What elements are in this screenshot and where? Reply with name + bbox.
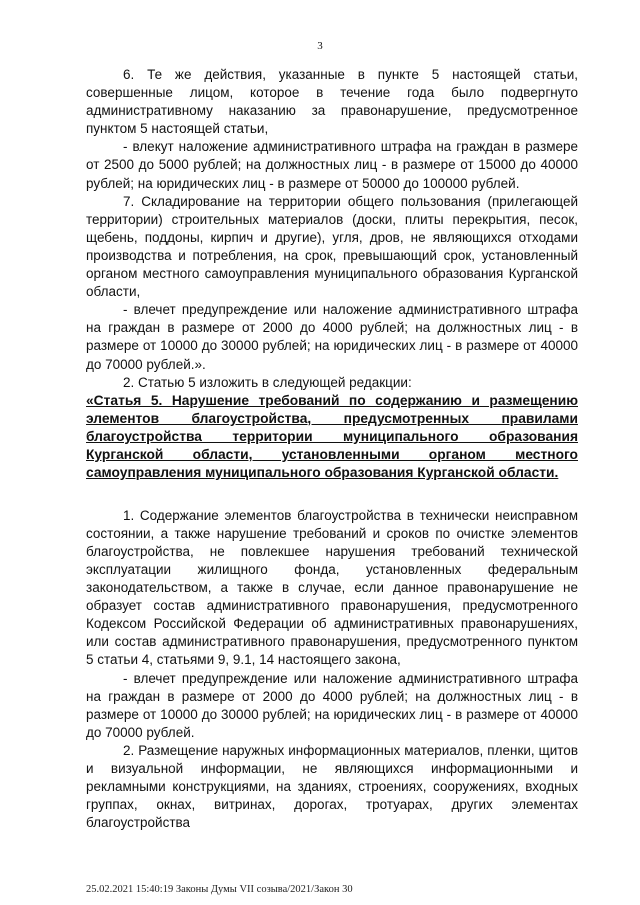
document-body bbox=[86, 66, 578, 832]
article-heading: «Статья 5. Нарушение требований по содержанию и размещению элементов благоустройства, предусмотренных правилами благоустройства территории муниципального образования Курганской области, установленными органом местного самоуправления муниципального образования Курганской области. bbox=[86, 392, 578, 480]
paragraph-item-6: 6. Те же действия, указанные в пункте 5 настоящей статьи, совершенные лицом, которое в течение года было подвергнуто административному наказанию за правонарушение, предусмотренное пунктом 5 настоящей статьи, bbox=[86, 67, 578, 137]
page-number: 3 bbox=[317, 40, 323, 52]
spacer bbox=[86, 482, 578, 507]
paragraph-penalty-clause-1: - влечет предупреждение или наложение административного штрафа на граждан в размере от 2000 до 4000 рублей; на должностных лиц - в размере от 10000 до 30000 рублей; на юридических лиц - в размере от 40000 до 70000 рублей. bbox=[86, 670, 578, 740]
paragraph-clause-2: 2. Размещение наружных информационных материалов, пленки, щитов и визуальной информации, не являющихся информационными и рекламными конструкциями, на зданиях, строениях, сооружениях, входных группах, окнах, витринах, дорогах, тротуарах, других элементах благоустройства bbox=[86, 742, 578, 831]
footer-stamp: 25.02.2021 15:40:19 Законы Думы VII созыва/2021/Закон 30 bbox=[86, 884, 353, 895]
paragraph-item-7: 7. Складирование на территории общего пользования (прилегающей территории) строительных материалов (доски, плиты перекрытия, песок, щебень, поддоны, кирпич и другие), угля, дров, не являющихся отходами производства и потребления, на срок, превышающий срок, установленный органом местного самоуправления муниципального образования Курганской области, bbox=[86, 193, 578, 300]
paragraph-penalty-6: - влекут наложение административного штрафа на граждан в размере от 2500 до 5000 рублей; на должностных лиц - в размере от 15000 до 40000 рублей; на юридических лиц - в размере от 50000 до 100000 рублей. bbox=[86, 139, 578, 191]
paragraph-amendment-2: 2. Статью 5 изложить в следующей редакции: bbox=[123, 374, 412, 390]
paragraph-clause-1: 1. Содержание элементов благоустройства в технически неисправном состоянии, а также нарушение требований и сроков по очистке элементов благоустройства, не повлекшее нарушения требований технической эксплуатации жилищного фонда, установленных федеральным законодательством, а также в случае, если данное правонарушение не образует состав административного правонарушения, предусмотренного Кодексом Российской Федерации об административных правонарушениях, или состав административного правонарушения, предусмотренного пунктом 5 статьи 4, статьями 9, 9.1, 14 настоящего закона, bbox=[86, 507, 578, 668]
paragraph-penalty-7: - влечет предупреждение или наложение административного штрафа на граждан в размере от 2000 до 4000 рублей; на должностных лиц - в размере от 10000 до 30000 рублей; на юридических лиц - в размере от 40000 до 70000 рублей.». bbox=[86, 302, 578, 372]
